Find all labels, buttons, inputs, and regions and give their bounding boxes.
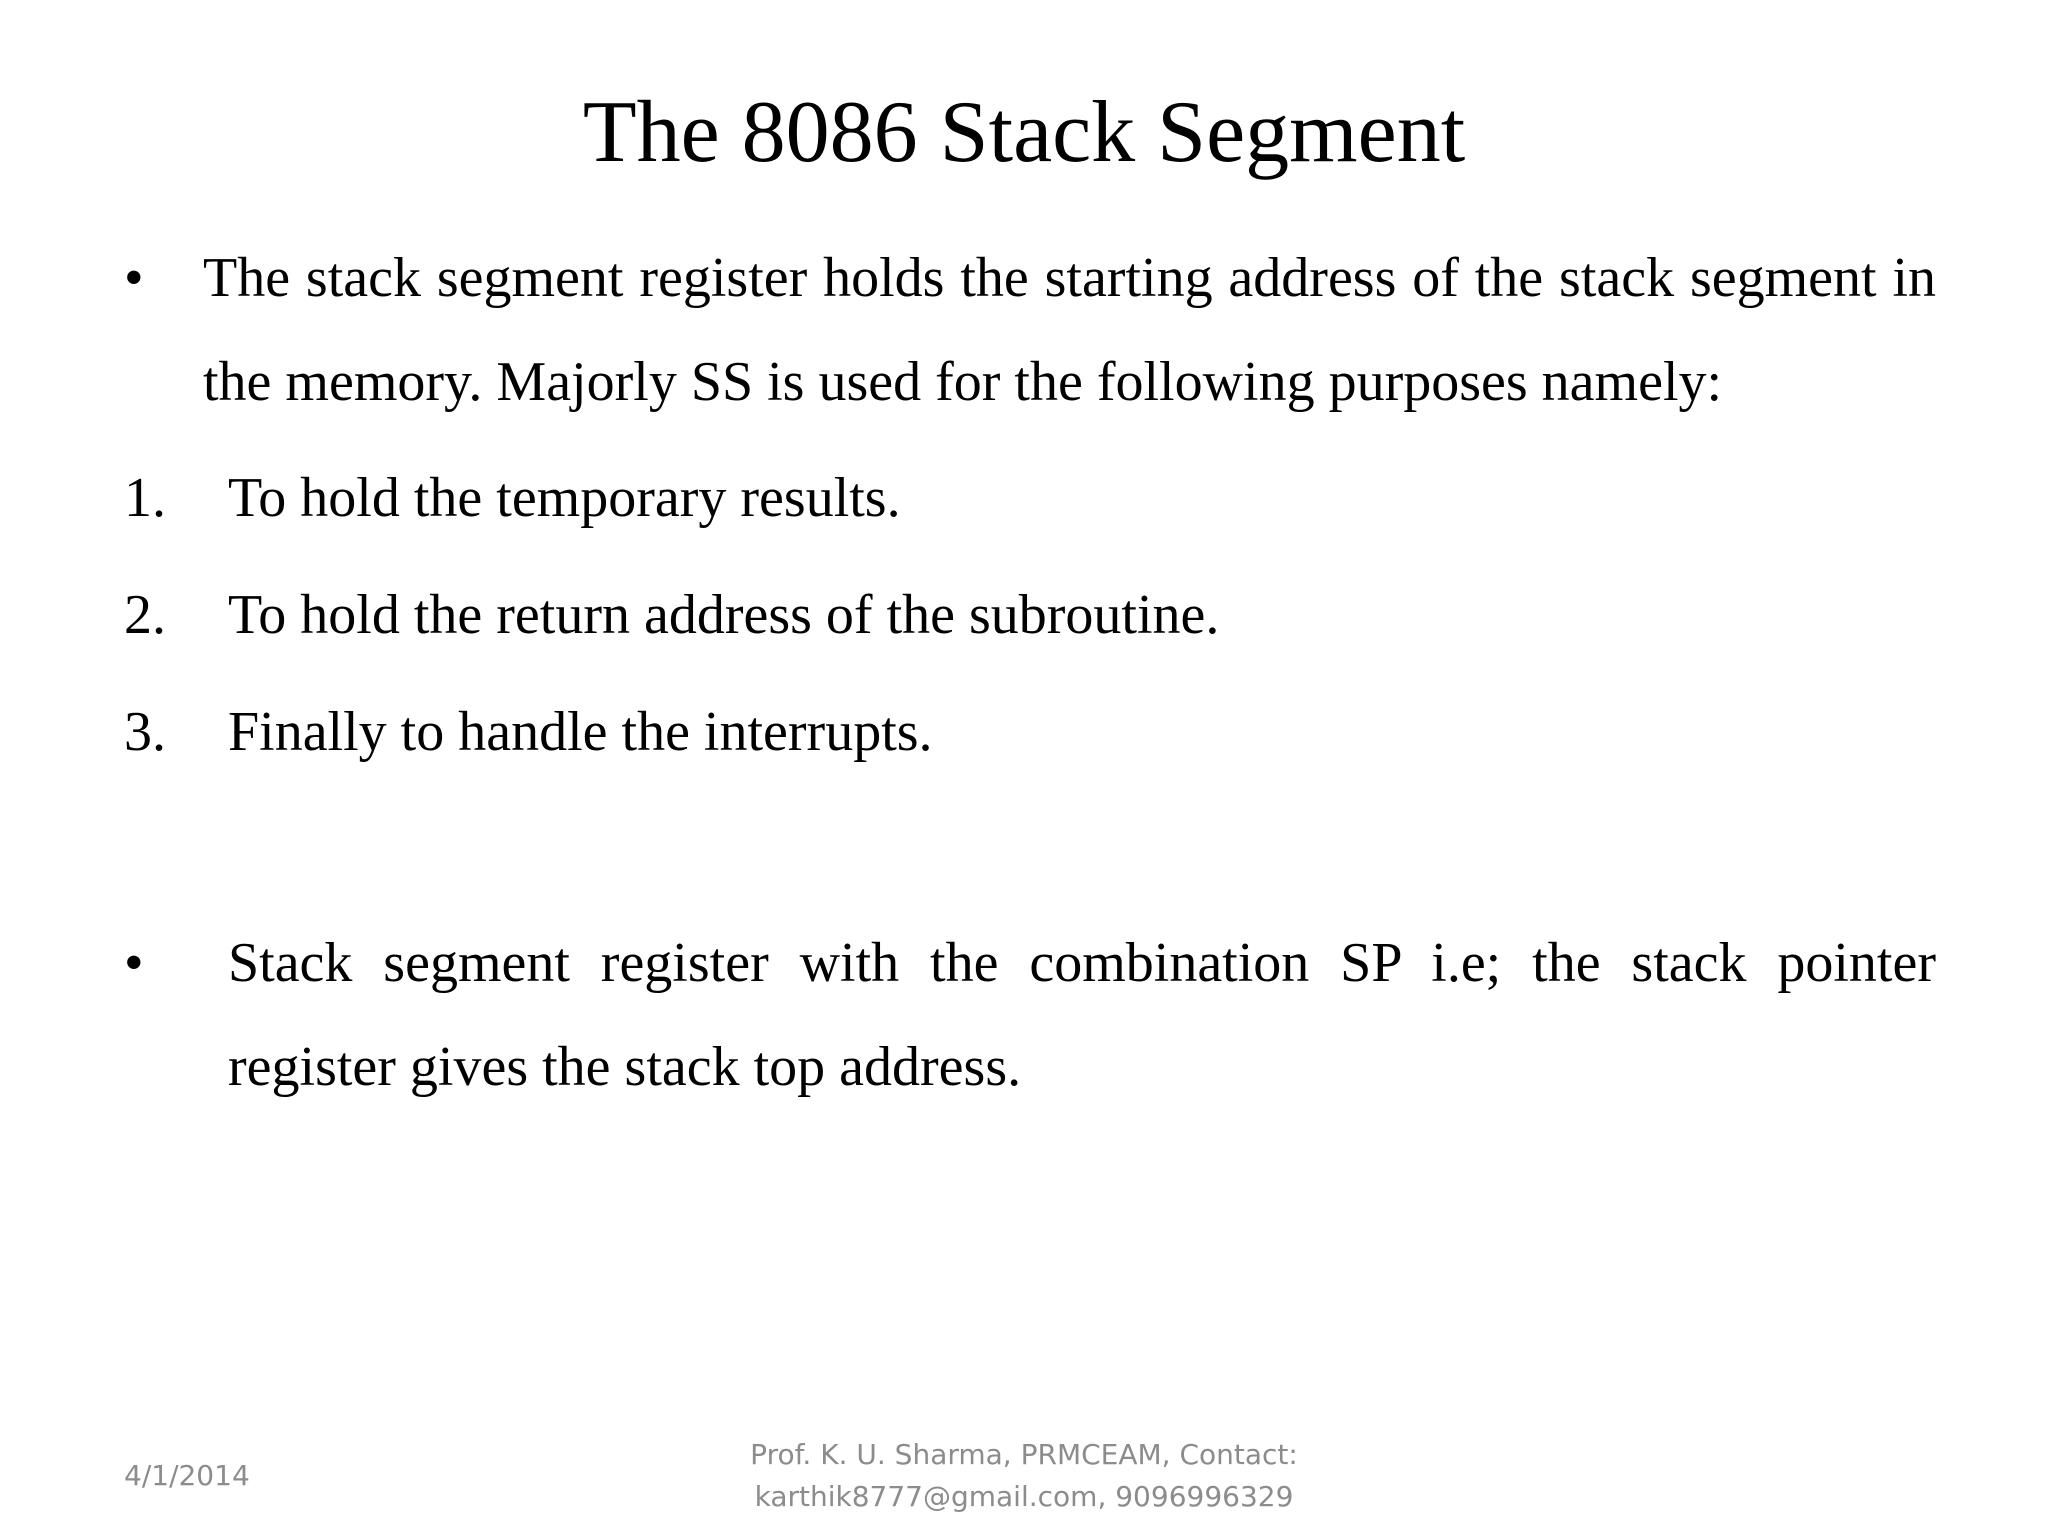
footer-date: 4/1/2014 — [124, 1459, 250, 1492]
list-number-3: 3. — [124, 701, 166, 763]
list-number-2: 2. — [124, 584, 166, 646]
footer-contact-line-1: Prof. K. U. Sharma, PRMCEAM, Contact: — [750, 1438, 1298, 1471]
list-item-interrupts: Finally to handle the interrupts. — [228, 701, 933, 763]
footer-contact-line-2: karthik8777@gmail.com, 9096996329 — [754, 1480, 1294, 1513]
bullet-marker: • — [124, 247, 144, 309]
slide-title: The 8086 Stack Segment — [582, 84, 1466, 181]
list-number-1: 1. — [124, 467, 166, 529]
footer-contact — [724, 1434, 1324, 1518]
bullet-marker: • — [124, 932, 144, 994]
list-item-temporary-results: To hold the temporary results. — [228, 467, 901, 529]
bullet-text-stack-segment-register: The stack segment register holds the starting address of the stack segment in the memory. Majorly SS is used for the following purposes namely: — [203, 247, 1936, 413]
list-item-return-address: To hold the return address of the subroutine. — [228, 584, 1220, 646]
bullet-text-stack-pointer: Stack segment register with the combination SP i.e; the stack pointer register gives the stack top address. — [228, 932, 1936, 1098]
